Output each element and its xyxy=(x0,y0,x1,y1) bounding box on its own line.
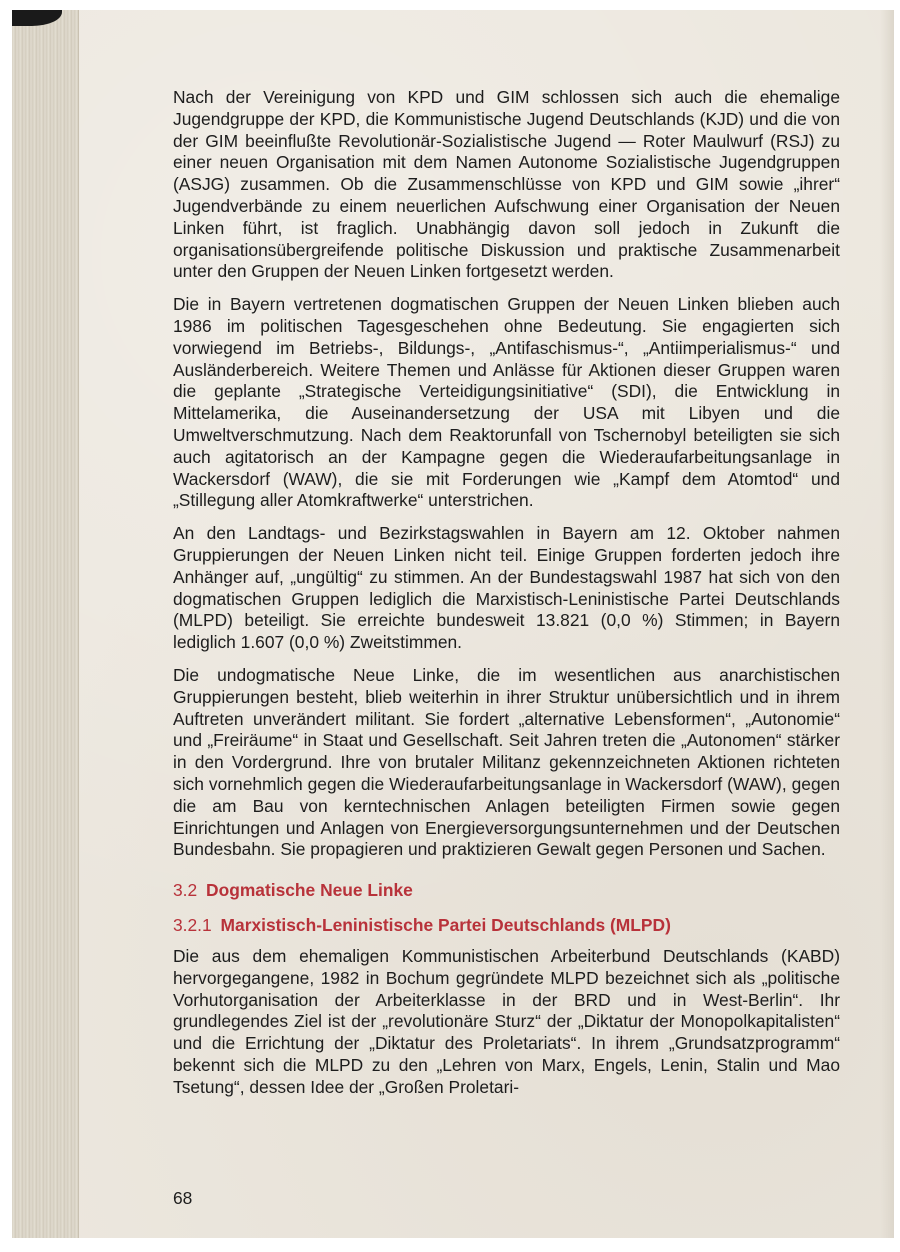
paragraph: Die in Bayern vertretenen dogmatischen Gruppen der Neuen Linken blieben auch 1986 im politischen Tagesgeschehen ohne Bedeutung. Sie engagierten sich vorwiegend im Betriebs-, Bildungs-, „Antifaschismus-“, „Antiimperialismus-“ und Ausländerbereich. Weitere Themen und Anlässe für Aktionen dieser Gruppen waren die geplante „Strategische Verteidigungsinitiative“ (SDI), die Entwicklung in Mittelamerika, die Auseinandersetzung der USA mit Libyen und die Umweltverschmutzung. Nach dem Reaktorunfall von Tschernobyl beteiligten sie sich auch agitatorisch an der Kampagne gegen die Wiederaufarbeitungsanlage in Wackersdorf (WAW), die sie mit Forderungen wie „Kampf dem Atomtod“ und „Stillegung aller Atomkraftwerke“ unterstrichen. xyxy=(173,294,840,511)
paragraph: Die aus dem ehemaligen Kommunistischen Arbeiterbund Deutschlands (KABD) hervorgegangene, 1982 in Bochum gegründete MLPD bezeichnet sich als „politische Vorhutorganisation der Arbeiterklasse in der BRD und in West-Berlin“. Ihr grundlegendes Ziel ist der „revolutionäre Sturz“ der „Diktatur der Monopolkapitalisten“ und die Errichtung der „Diktatur des Proletariats“. In ihrem „Grundsatzprogramm“ bekennt sich die MLPD zu den „Lehren von Marx, Engels, Lenin, Stalin und Mao Tsetung“, dessen Idee der „Großen Proletari- xyxy=(173,946,840,1097)
section-heading xyxy=(173,879,840,901)
subsection-heading xyxy=(173,914,840,936)
page-number: 68 xyxy=(173,1188,193,1208)
section-number: 3.2 xyxy=(173,880,198,901)
subsection-title: Marxistisch-Leninistische Partei Deutschlands (MLPD) xyxy=(220,915,671,936)
right-edge-shade xyxy=(880,10,894,1238)
body-text xyxy=(173,87,840,1110)
book-page-edges xyxy=(12,10,79,1238)
paragraph: An den Landtags- und Bezirkstagswahlen in Bayern am 12. Oktober nahmen Gruppierungen der Neuen Linken nicht teil. Einige Gruppen forderten jedoch ihre Anhänger auf, „ungültig“ zu stimmen. An der Bundestagswahl 1987 hat sich von den dogmatischen Gruppen lediglich die Marxistisch-Leninistische Partei Deutschlands (MLPD) beteiligt. Sie erreichte bundesweit 13.821 (0,0 %) Stimmen; in Bayern lediglich 1.607 (0,0 %) Zweitstimmen. xyxy=(173,523,840,653)
subsection-number: 3.2.1 xyxy=(173,915,212,936)
section-title: Dogmatische Neue Linke xyxy=(206,880,413,901)
paragraph: Die undogmatische Neue Linke, die im wesentlichen aus anarchistischen Gruppierungen besteht, blieb weiterhin in ihrer Struktur unübersichtlich und in ihrem Auftreten unverändert militant. Sie fordert „alternative Lebensformen“, „Autonomie“ und „Freiräume“ in Staat und Gesellschaft. Seit Jahren treten die „Autonomen“ stärker in den Vordergrund. Ihre von brutaler Militanz gekennzeichneten Aktionen richteten sich vornehmlich gegen die Wiederaufarbeitungsanlage in Wackersdorf (WAW), gegen die am Bau von kerntechnischen Anlagen beteiligten Firmen sowie gegen Einrichtungen und Anlagen von Energieversorgungsunternehmen und der Deutschen Bundesbahn. Sie propagieren und praktizieren Gewalt gegen Personen und Sachen. xyxy=(173,664,840,860)
paragraph: Nach der Vereinigung von KPD und GIM schlossen sich auch die ehemalige Jugendgruppe der KPD, die Kommunistische Jugend Deutschlands (KJD) und die von der GIM beeinflußte Revolutionär-Sozialistische Jugend — Roter Maulwurf (RSJ) zu einer neuen Organisation mit dem Namen Autonome Sozialistische Jugendgruppen (ASJG) zusammen. Ob die Zusammenschlüsse von KPD und GIM sowie „ihrer“ Jugendverbände zu einem neuerlichen Aufschwung einer Organisation der Neuen Linken führt, ist fraglich. Unabhängig davon soll jedoch in Zukunft die organisationsübergreifende politische Diskussion und praktische Zusammenarbeit unter den Gruppen der Neuen Linken fortgesetzt werden. xyxy=(173,87,840,282)
